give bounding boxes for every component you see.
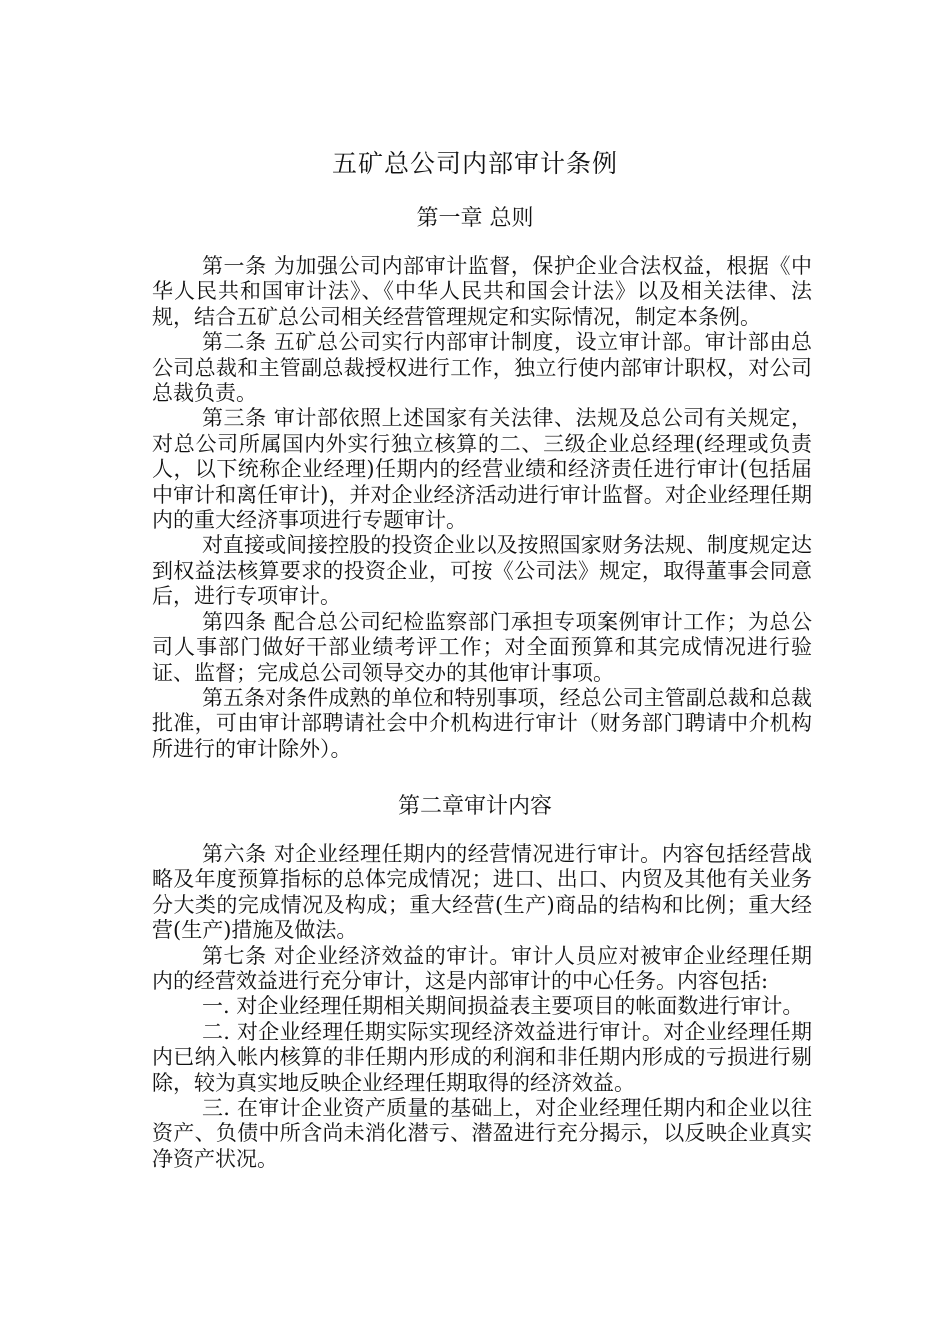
article-7-item-3: 三. 在审计企业资产质量的基础上，对企业经理任期内和企业以往资产、负债中所含尚未消化潜亏、潜盈进行充分揭示，以反映企业真实净资产状况。 [152,1096,812,1171]
article-5: 第五条对条件成熟的单位和特别事项，经总公司主管副总裁和总裁批准，可由审计部聘请社会中介机构进行审计（财务部门聘请中介机构所进行的审计除外）。 [152,685,812,761]
chapter-2-body [152,842,812,1172]
article-3-continued: 对直接或间接控股的投资企业以及按照国家财务法规、制度规定达到权益法核算要求的投资企业，可按《公司法》规定，取得董事会同意后，进行专项审计。 [152,533,812,609]
article-7: 第七条 对企业经济效益的审计。审计人员应对被审企业经理任期内的经营效益进行充分审计，这是内部审计的中心任务。内容包括: [152,943,812,994]
chapter-1-body [152,254,812,762]
article-2: 第二条 五矿总公司实行内部审计制度，设立审计部。审计部由总公司总裁和主管副总裁授权进行工作，独立行使内部审计职权，对公司总裁负责。 [152,330,812,406]
article-4: 第四条 配合总公司纪检监察部门承担专项案例审计工作；为总公司人事部门做好干部业绩考评工作；对全面预算和其完成情况进行验证、监督；完成总公司领导交办的其他审计事项。 [152,609,812,685]
article-3: 第三条 审计部依照上述国家有关法律、法规及总公司有关规定，对总公司所属国内外实行独立核算的二、三级企业总经理(经理或负责人，以下统称企业经理)任期内的经营业绩和经济责任进行审计(包括届中审计和离任审计)，并对企业经济活动进行审计监督。对企业经理任期内的重大经济事项进行专题审计。 [152,406,812,533]
article-6: 第六条 对企业经理任期内的经营情况进行审计。内容包括经营战略及年度预算指标的总体完成情况；进口、出口、内贸及其他有关业务分大类的完成情况及构成；重大经营(生产)商品的结构和比例；重大经营(生产)措施及做法。 [152,842,812,943]
chapter-heading-1: 第一章 总则 [416,206,534,231]
chapter-heading-2: 第二章审计内容 [397,794,552,819]
article-7-item-2: 二. 对企业经理任期实际实现经济效益进行审计。对企业经理任期内已纳入帐内核算的非任期内形成的利润和非任期内形成的亏损进行剔除，较为真实地反映企业经理任期取得的经济效益。 [152,1019,812,1095]
article-7-item-1: 一. 对企业经理任期相关期间损益表主要项目的帐面数进行审计。 [202,994,804,1019]
document-title: 五矿总公司内部审计条例 [331,149,618,178]
article-1: 第一条 为加强公司内部审计监督，保护企业合法权益，根据《中华人民共和国审计法》、《中华人民共和国会计法》以及相关法律、法规，结合五矿总公司相关经营管理规定和实际情况，制定本条例。 [152,254,812,329]
